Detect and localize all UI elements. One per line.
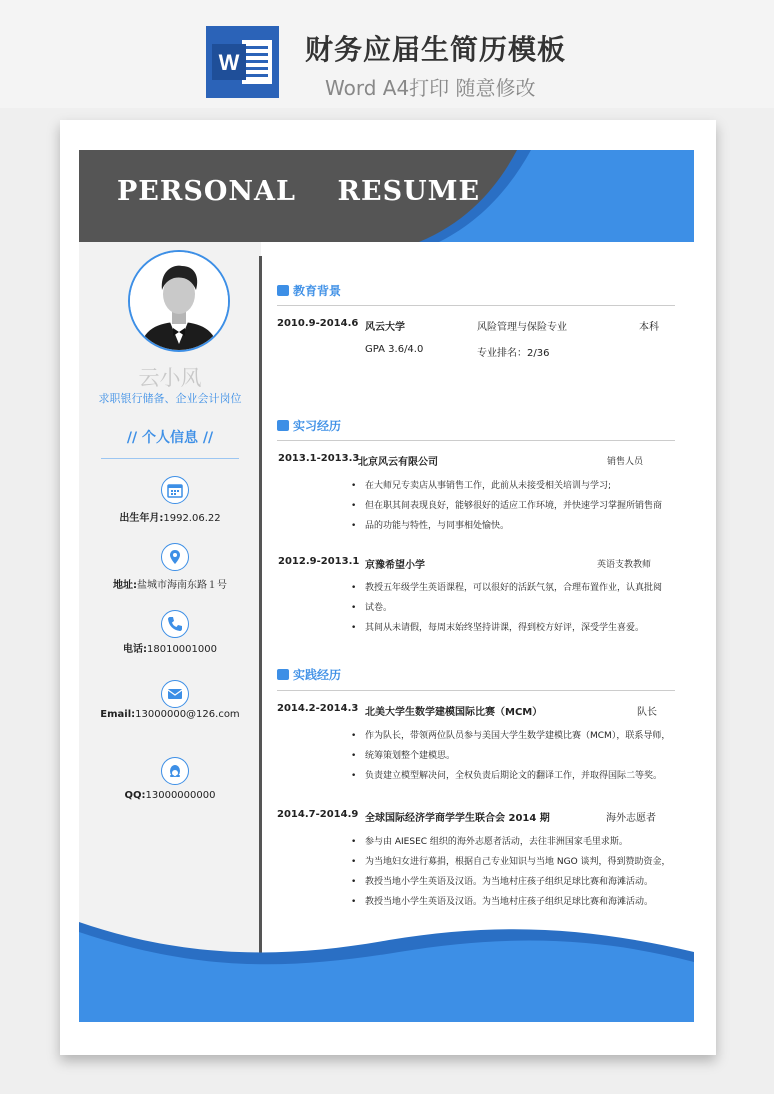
education-school: 风云大学 xyxy=(365,322,405,333)
practice-date: 2014.2-2014.3 xyxy=(277,703,359,714)
bullet-item: • 其间从未请假，每周末始终坚持讲课，得到校方好评，深受学生喜爱。 xyxy=(347,618,677,638)
bullet-item: • 为当地妇女进行募捐，根据自己专业知识与当地 NGO 谈判，得到赞助资金， xyxy=(347,852,677,872)
bullet-item: • 在大师兄专卖店从事销售工作，此前从未接受相关培训与学习; xyxy=(347,476,677,496)
practice-date: 2014.7-2014.9 xyxy=(277,809,359,820)
bullet-item: • 参与由 AIESEC 组织的海外志愿者活动，去往非洲国家毛里求斯。 xyxy=(347,832,677,852)
bullet-item: • 教授当地小学生英语及汉语。为当地村庄孩子组织足球比赛和海滩活动。 xyxy=(347,872,677,892)
qq xyxy=(79,790,261,801)
personal-info-heading: // 个人信息 // xyxy=(126,430,214,446)
resume-header-title: PERSONAL RESUME xyxy=(117,176,481,207)
bullet-item: • 作为队长，带领两位队员参与美国大学生数学建模比赛（MCM），联系导师， xyxy=(347,726,677,746)
envelope-icon xyxy=(161,680,189,708)
practice-role: 海外志愿者 xyxy=(606,813,656,824)
birth-date-value: 1992.06.22 xyxy=(163,513,221,524)
job-org: 北京风云有限公司 xyxy=(358,457,438,468)
education-gpa: GPA 3.6/4.0 xyxy=(365,344,424,355)
education-date: 2010.9-2014.6 xyxy=(277,318,359,329)
practice-bullets xyxy=(347,832,677,912)
template-banner xyxy=(0,0,774,108)
phone-label: 电话: xyxy=(123,644,147,655)
briefcase-icon xyxy=(277,420,289,431)
job-objective: 求职银行储备、企业会计岗位 xyxy=(98,392,242,405)
email-value: 13000000@126.com xyxy=(135,709,240,720)
qq-value: 13000000000 xyxy=(145,790,216,801)
person-silhouette-icon xyxy=(130,252,228,350)
education-heading-text: 教育背景 xyxy=(293,284,342,298)
practice-title: 北美大学生数学建模国际比赛（MCM） xyxy=(365,707,543,718)
birth-date-label: 出生年月: xyxy=(119,513,164,524)
education-rule xyxy=(277,305,675,306)
banner-title: 财务应届生简历模板 xyxy=(305,33,567,66)
job-role: 销售人员 xyxy=(607,457,644,467)
email-label: Email: xyxy=(100,709,136,720)
practice-role: 队长 xyxy=(637,707,657,718)
bullet-item: • 但在职其间表现良好，能够很好的适应工作环境，并快速学习掌握所销售商 xyxy=(347,496,677,516)
qq-penguin-icon xyxy=(161,757,189,785)
job-date: 2012.9-2013.1 xyxy=(278,556,360,567)
birth-date xyxy=(79,509,261,524)
phone-icon xyxy=(161,610,189,638)
footer-wave xyxy=(79,910,694,1022)
practice-title: 全球国际经济学商学学生联合会 2014 期 xyxy=(365,813,550,824)
candidate-name: 云小风 xyxy=(138,366,202,390)
education-rank: 专业排名：2/36 xyxy=(477,348,550,359)
address-label: 地址: xyxy=(113,580,137,591)
notebook-icon xyxy=(277,669,289,680)
bullet-item: • 教授五年级学生英语课程，可以很好的活跃气氛，合理布置作业，认真批阅 xyxy=(347,578,677,598)
word-letter: W xyxy=(218,50,240,75)
bullet-item: • 统筹策划整个建模思。 xyxy=(347,746,677,766)
education-heading xyxy=(277,282,341,299)
location-pin-icon xyxy=(161,543,189,571)
education-major: 风险管理与保险专业 xyxy=(477,322,567,333)
internship-rule xyxy=(277,440,675,441)
phone-value: 18010001000 xyxy=(147,644,217,655)
job-date: 2013.1-2013.3 xyxy=(278,453,360,464)
practice-rule xyxy=(277,690,675,691)
phone xyxy=(79,640,261,655)
job-role: 英语支教教师 xyxy=(597,560,652,570)
profile-photo xyxy=(128,250,230,352)
job-bullets xyxy=(347,476,677,536)
book-icon xyxy=(277,285,289,296)
calendar-icon xyxy=(161,476,189,504)
personal-info-divider xyxy=(101,458,239,459)
column-divider xyxy=(259,256,262,976)
bullet-item: • 品的功能与特性，与同事相处愉快。 xyxy=(347,516,677,536)
email xyxy=(79,709,261,720)
banner-subtitle: Word A4打印 随意修改 xyxy=(325,76,536,100)
job-bullets xyxy=(347,578,677,638)
qq-label: QQ: xyxy=(124,790,146,801)
address-value: 盐城市海南东路１号 xyxy=(137,580,227,591)
education-degree: 本科 xyxy=(639,322,659,333)
bullet-item: • 试卷。 xyxy=(347,598,677,618)
word-app-icon xyxy=(206,26,279,98)
practice-bullets xyxy=(347,726,677,786)
internship-heading xyxy=(277,417,341,434)
bullet-item: • 教授当地小学生英语及汉语。为当地村庄孩子组织足球比赛和海滩活动。 xyxy=(347,892,677,912)
internship-heading-text: 实习经历 xyxy=(293,419,342,433)
resume-document xyxy=(79,150,694,1022)
practice-heading-text: 实践经历 xyxy=(293,668,342,682)
practice-heading xyxy=(277,666,341,683)
job-org: 京豫希望小学 xyxy=(365,560,425,571)
address xyxy=(79,576,261,591)
bullet-item: • 负责建立模型解决问，全权负责后期论文的翻译工作，并取得国际二等奖。 xyxy=(347,766,677,786)
